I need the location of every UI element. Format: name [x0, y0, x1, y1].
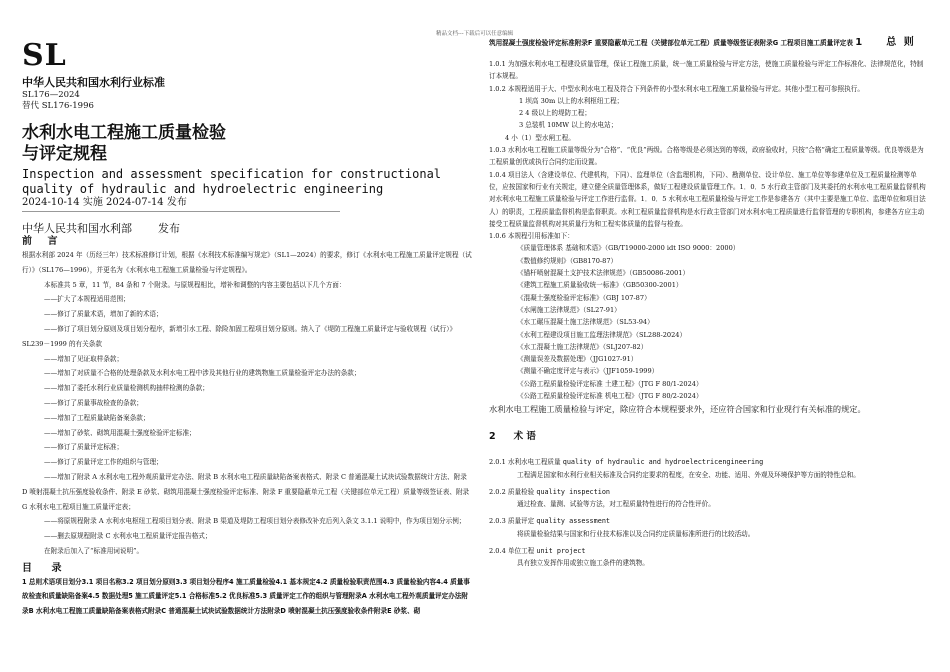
list-item: 在附录后加入了“标准用词说明”。: [44, 546, 144, 555]
term-2-0-2: [489, 486, 929, 499]
list-item: 《混凝土强度检验评定标准》（GBJ 107-87）: [517, 293, 651, 302]
standards-compliance-note: 水利水电工程施工质量检验与评定，除应符合本规程要求外，还应符合国家和行业现行有关标准的规定。: [489, 404, 866, 415]
list-item: ——扩大了本规程适用范围；: [44, 295, 130, 304]
list-item: 《锚杆喷射混凝土支护技术法律规范》（GB50086-2001）: [517, 269, 690, 278]
term-english: quality inspection: [536, 487, 611, 496]
replaces-code: 替代 SL176-1996: [22, 101, 94, 111]
term-definition: 通过检查、量测、试验等方法，对工程质量特性进行的符合性评价。: [517, 500, 715, 509]
english-title: [22, 167, 474, 197]
clause-1-0-6: 1.0.6 本规程引用标准如下：: [489, 232, 574, 241]
list-item: 4 小（1）型水闸工程。: [505, 133, 575, 142]
standard-name: 中华人民共和国水利行业标准: [22, 76, 165, 89]
issuer-org: 中华人民共和国水利部: [22, 222, 132, 235]
list-item: 《公路工程质量检验评定标准 机电工程》（JTG F 80/2-2024）: [517, 392, 703, 401]
term-english: quality of hydraulic and hydroelectricengineering: [562, 458, 764, 467]
toc-continuation: [489, 36, 929, 50]
preface-paragraph-2: 本标准共 5 章，11 节，84 条和 7 个附录。与原规程相比，增补和调整的内容主要包括以下几个方面：: [44, 280, 346, 289]
term-english: quality assessment: [536, 517, 611, 526]
chapter-1-number: 1: [855, 37, 865, 48]
divider: [22, 211, 340, 212]
term-2-0-3: [489, 515, 929, 528]
term-name: 2.0.3 质量评定: [489, 517, 535, 526]
reference-list: [489, 242, 929, 402]
sl-logo: SL: [22, 38, 67, 73]
list-item: ——增加了对质量不合格的处理条款及水利水电工程中涉及其他行业的建筑物施工质量检验评定办法的条款；: [44, 369, 361, 378]
list-item: 《水工混凝土施工法律规范》（SLJ207-82）: [517, 342, 648, 351]
left-column: [22, 40, 474, 618]
chapter-2-heading: [489, 428, 929, 442]
list-item: ——增加了附录 A 水利水电工程外观质量评定办法、附录 B 水利水电工程质量缺陷备案表格式、附录 C 普通混凝土试块试验数据统计方法、附录 D 喷射混凝土抗压强度验收条件、附录 E 砂浆、砌筑用混凝土强度检验评定标准、附录 F 重要隐蔽单元工程（关键部位单元工程）质量等级签证表、附录 G 水利水电工程项目施工质量评定表；: [22, 472, 470, 511]
header-note: 精品文档---下载后可以任意编辑: [436, 31, 514, 37]
term-definition: 具有独立发挥作用或独立施工条件的建筑物。: [517, 559, 649, 568]
list-item: ——将原规程附录 A 水利水电枢纽工程项目划分表、附录 B 渠道及堤防工程项目划分表修改补充后列入条文 3.1.1 说明中，作为项目划分示例；: [44, 517, 466, 526]
list-item: ——增加了委托水利行业质量检测机构抽样检测的条款；: [44, 384, 209, 393]
clause-1-0-3: 1.0.3 水利水电工程施工质量等级分为“合格”、“优良”两级。合格等级是必须达到的等级，政府验收时，只按“合格”确定工程质量等级。优良等级是为工程质量创优或执行合同约定而设置。: [489, 146, 924, 167]
list-item: ——删去原规程附录 C 水利水电工程质量评定报告格式；: [44, 532, 212, 541]
list-item: ——修订了质量事故检查的条款；: [44, 398, 143, 407]
issuer-action: 发布: [158, 222, 180, 235]
toc-continuation-text: 筑用混凝土强度检验评定标准附录F 重要隐蔽单元工程（关键部位单元工程）质量等级签证表附录G 工程项目施工质量评定表: [489, 39, 853, 47]
list-item: ——修订了项目划分原则及项目划分程序，新增引水工程、除险加固工程项目划分原则。纳入了《堤防工程施工质量评定与验收规程（试行）》SL239－1999 的有关条款: [22, 324, 457, 348]
term-name: 2.0.4 单位工程: [489, 546, 535, 555]
right-column: [489, 36, 929, 574]
terms-list: [489, 456, 929, 570]
list-item: ——修订了质量评定标准；: [44, 443, 124, 452]
term-2-0-1: [489, 456, 929, 469]
term-name: 2.0.2 质量检验: [489, 487, 535, 496]
list-item: 《质量管理体系 基础和术语》（GB/T19000-2000 idt ISO 9000：2000）: [517, 244, 740, 253]
preface-heading: 前 言: [22, 236, 64, 247]
list-item: 《测量不确定度评定与表示》（JJF1059-1999）: [517, 367, 659, 376]
dates-line: 2024-10-14 实施 2024-07-14 发布: [22, 197, 187, 208]
term-name: 2.0.1 水利水电工程质量: [489, 458, 561, 467]
list-item: ——修订了质量术语，增加了新的术语；: [44, 310, 163, 319]
list-item: 1 坝高 30m 以上的水利枢纽工程；: [519, 96, 624, 105]
list-item: 3 总装机 10MW 以上的水电站；: [519, 121, 618, 130]
list-item: 《水闸施工法律规范》（SL27-91）: [517, 305, 621, 314]
toc-body: 1 总则术语项目划分3.1 项目名称3.2 项目划分原则3.3 项目划分程序4 施工质量检验4.1 基本规定4.2 质量检验职责范围4.3 质量检验内容4.4 质量事故检查和质量缺陷备案4.5 数据处理5 施工质量评定5.1 合格标准5.2 优良标准5.3 质量评定工作的组织与管理附录A 水利水电工程外观质量评定办法附录B 水利水电工程施工质量缺陷备案表格式附录C 普通混凝土试块试验数据统计方法附录D 喷射混凝土抗压强度验收条件附录E 砂浆、砌: [22, 577, 470, 615]
toc-heading: 目 录: [22, 562, 70, 574]
list-item: ——增加了工程质量缺陷备案条款；: [44, 413, 150, 422]
preface-items: [22, 292, 474, 558]
title-line-2: 与评定规程: [22, 144, 107, 164]
english-title-line-1: Inspection and assessment specification for constructional: [22, 167, 442, 181]
term-english: unit project: [536, 546, 586, 555]
preface-paragraph-1: 根据水利部 2024 年（历经三年）技术标准修订计划，根据《水利技术标准编写规定》（SL1—2024）的要求，修订《水利水电工程施工质量评定规程（试行）》（SL176—1996），并更名为《水利水电工程施工质量检验与评定规程》。: [22, 251, 472, 274]
title-line-1: 水利水电工程施工质量检验: [22, 123, 226, 143]
chapter-2-title: 术 语: [513, 431, 536, 443]
list-item: ——修订了质量评定工作的组织与管理；: [44, 458, 163, 467]
term-2-0-4: [489, 545, 929, 558]
issuer-line: [22, 220, 474, 236]
document-title: [22, 123, 474, 165]
chapter-2-number: 2: [489, 431, 496, 443]
list-item: ——增加了砂浆、砌筑用混凝土强度检验评定标准；: [44, 428, 196, 437]
standard-code: SL176—2024: [22, 90, 80, 100]
english-title-line-2: quality of hydraulic and hydroelectric engineering: [22, 182, 384, 196]
list-item: 《建筑工程施工质量验收统一标准》（GB50300-2001）: [517, 281, 683, 290]
clause-1-0-4: 1.0.4 项目法人（含建设单位、代建机构，下同）、监理单位（含监理机构，下同）、勘测单位、设计单位、施工单位等参建单位及工程质量检测等单位，应按国家和行业有关规定，建立健全质量管理体系，做好工程建设质量管理工作。1．0．5 水行政主管部门及其委托的水利水电工程质量监督机构对水利水电工程施工质量检验与评定工作进行监督。1．0．5 水利水电工程质量检验与评定工作是参建各方（其中主要是施工单位、监理单位和项目法人）的职责，工程质量监督机构是监督职责。水利工程质量监督机构是水行政主管部门对水利水电工程质量进行监督管理的专职机构，参建各方应主动接受工程质量监督机构对其质量行为和工程实体质量的监督与检查。: [489, 170, 926, 228]
list-item: 2 4 级以上的堤防工程；: [519, 109, 591, 118]
list-item: 《水工碾压混凝土施工法律规范》（SL53-94）: [517, 318, 654, 327]
clause-1-0-1: 1.0.1 为加强水利水电工程建设质量管理，保证工程施工质量，统一施工质量检验与评定方法，使施工质量检验与评定工作标准化、法律规范化，特制订本规程。: [489, 60, 924, 81]
list-item: 《数值修约规则》（GB8170-87）: [517, 256, 618, 265]
term-definition: 工程满足国家和水利行业相关标准及合同约定要求的程度，在安全、功能、适用、外观及环境保护等方面的特性总和。: [517, 470, 860, 479]
clause-1-0-2: 1.0.2 本规程适用于大、中型水利水电工程及符合下列条件的小型水利水电工程施工质量检验与评定。其他小型工程可参照执行。: [489, 84, 864, 93]
list-item: 《测量误差及数据处理》（JJG1027-91）: [517, 355, 638, 364]
chapter-1-body: [489, 58, 929, 415]
list-item: ——增加了见证取样条款；: [44, 354, 124, 363]
chapter-1-title: 总 则: [886, 37, 916, 48]
list-item: 《公路工程质量检验评定标准 土建工程》（JTG F 80/1-2024）: [517, 379, 703, 388]
term-definition: 将质量检验结果与国家和行业技术标准以及合同约定质量标准所进行的比较活动。: [517, 529, 755, 538]
list-item: 《水利工程建设项目施工监理法律规范》（SL288-2024）: [517, 330, 687, 339]
